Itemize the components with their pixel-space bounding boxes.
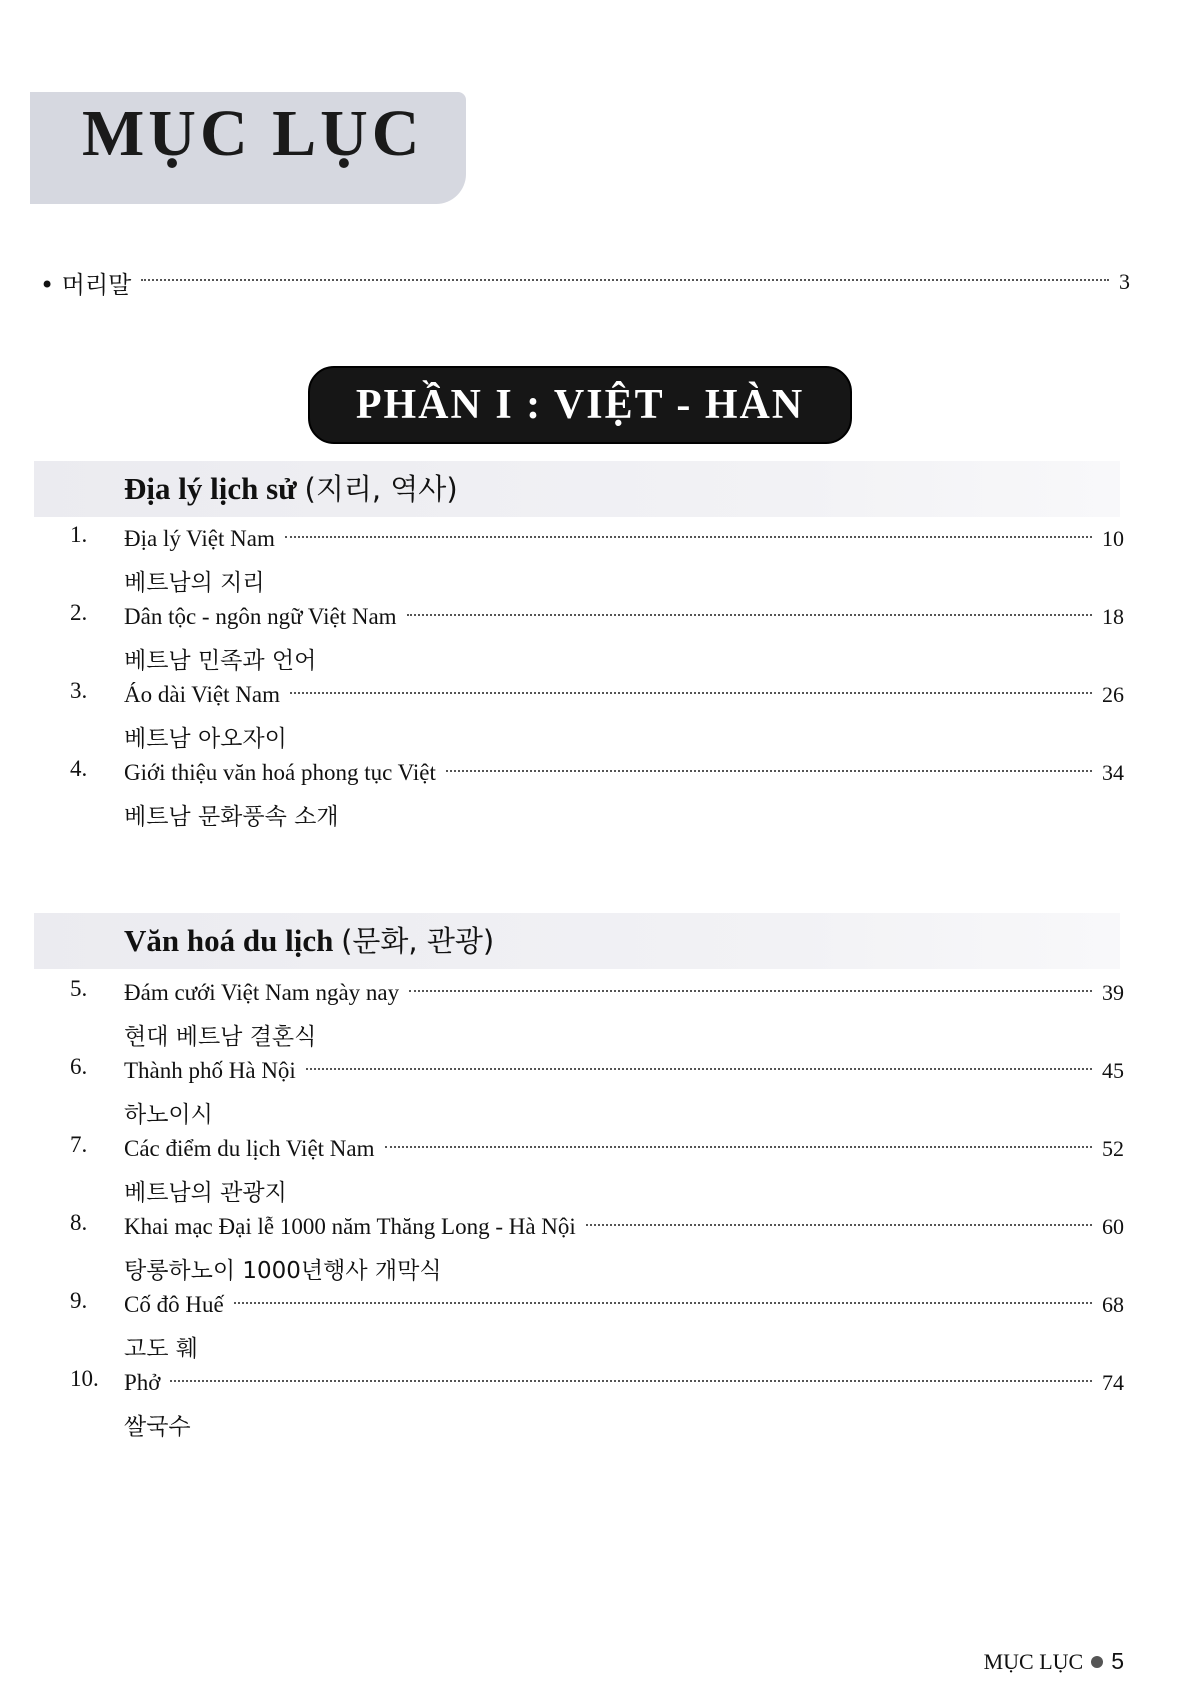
entry-title-vi: Phở xyxy=(124,1370,161,1395)
section-title-ko: (지리, 역사) xyxy=(304,472,458,506)
section-title xyxy=(124,919,494,960)
entry-page-number: 60 xyxy=(1102,1214,1124,1239)
entry-title-vi: Đám cưới Việt Nam ngày nay xyxy=(124,980,400,1005)
entry-title-ko: 베트남의 지리 xyxy=(124,570,265,596)
entry-title-vi: Thành phố Hà Nội xyxy=(124,1058,296,1083)
entry-title-vi: Khai mạc Đại lễ 1000 năm Thăng Long - Hà Nội xyxy=(124,1214,576,1239)
entry-page-number: 18 xyxy=(1102,604,1124,629)
entry-title-ko: 베트남의 관광지 xyxy=(124,1180,287,1206)
preface-label: • 머리말 xyxy=(40,270,132,299)
entry-page-number: 45 xyxy=(1102,1058,1124,1083)
toc-entry[interactable] xyxy=(60,1132,1124,1210)
toc-entry[interactable] xyxy=(60,1054,1124,1132)
entry-title-ko: 고도 훼 xyxy=(124,1336,198,1362)
entry-number: 9. xyxy=(70,1288,88,1313)
entry-number: 8. xyxy=(70,1210,88,1235)
dot-leader xyxy=(170,1380,1092,1382)
dot-leader xyxy=(385,1146,1093,1148)
section-title xyxy=(124,467,458,508)
entry-number: 4. xyxy=(70,756,88,781)
entry-title-ko: 하노이시 xyxy=(124,1102,213,1128)
toc-entry[interactable] xyxy=(60,678,1124,756)
entry-title-ko: 현대 베트남 결혼식 xyxy=(124,1024,317,1050)
entry-title-ko: 베트남 민족과 언어 xyxy=(124,648,317,674)
dot-leader xyxy=(306,1068,1092,1070)
toc-entry[interactable] xyxy=(60,1210,1124,1288)
dot-leader xyxy=(586,1224,1092,1226)
dot-leader xyxy=(290,692,1092,694)
dot-leader xyxy=(141,279,1109,281)
entry-title-vi: Áo dài Việt Nam xyxy=(124,682,280,707)
dot-leader xyxy=(234,1302,1092,1304)
entry-title-ko: 베트남 문화풍속 소개 xyxy=(124,804,339,830)
entry-title-vi: Địa lý Việt Nam xyxy=(124,526,275,551)
entry-number: 3. xyxy=(70,678,88,703)
entry-title-ko: 탕롱하노이 1000년행사 개막식 xyxy=(124,1258,442,1284)
toc-entry[interactable] xyxy=(60,1288,1124,1366)
section-title-vi: Văn hoá du lịch xyxy=(124,923,334,958)
entry-page-number: 34 xyxy=(1102,760,1124,785)
toc-entry[interactable] xyxy=(60,976,1124,1054)
entry-number: 6. xyxy=(70,1054,88,1079)
toc-entry[interactable] xyxy=(60,756,1124,834)
dot-leader xyxy=(407,614,1092,616)
entry-page-number: 68 xyxy=(1102,1292,1124,1317)
entry-number: 7. xyxy=(70,1132,88,1157)
entry-page-number: 52 xyxy=(1102,1136,1124,1161)
entry-number: 5. xyxy=(70,976,88,1001)
bullet-icon xyxy=(1091,1656,1103,1668)
toc-entry[interactable] xyxy=(60,1366,1124,1444)
dot-leader xyxy=(446,770,1092,772)
entry-title-vi: Dân tộc - ngôn ngữ Việt Nam xyxy=(124,604,397,629)
section-title-vi: Địa lý lịch sử xyxy=(124,471,297,506)
entry-page-number: 74 xyxy=(1102,1370,1124,1395)
preface-page-number: 3 xyxy=(1119,269,1130,294)
toc-preface-row[interactable] xyxy=(40,262,1130,302)
part-banner xyxy=(308,366,852,444)
section-title-ko: (문화, 관광) xyxy=(341,924,495,958)
dot-leader xyxy=(285,536,1092,538)
entry-number: 2. xyxy=(70,600,88,625)
entry-title-vi: Giới thiệu văn hoá phong tục Việt xyxy=(124,760,436,785)
part-title: PHẦN I : VIỆT - HÀN xyxy=(355,382,805,428)
entry-number: 1. xyxy=(70,522,88,547)
page-title: MỤC LỤC xyxy=(82,97,424,170)
page-footer xyxy=(984,1648,1124,1675)
entry-title-vi: Các điểm du lịch Việt Nam xyxy=(124,1136,375,1161)
toc-entry[interactable] xyxy=(60,600,1124,678)
entry-page-number: 26 xyxy=(1102,682,1124,707)
dot-leader xyxy=(409,990,1092,992)
entry-title-ko: 쌀국수 xyxy=(124,1414,191,1440)
entry-number: 10. xyxy=(70,1366,99,1391)
toc-entry[interactable] xyxy=(60,522,1124,600)
entry-page-number: 10 xyxy=(1102,526,1124,551)
footer-page-number: 5 xyxy=(1111,1648,1124,1674)
entry-page-number: 39 xyxy=(1102,980,1124,1005)
footer-label: MỤC LỤC xyxy=(983,1648,1084,1674)
entry-title-ko: 베트남 아오자이 xyxy=(124,726,287,752)
entry-title-vi: Cố đô Huế xyxy=(124,1292,224,1317)
